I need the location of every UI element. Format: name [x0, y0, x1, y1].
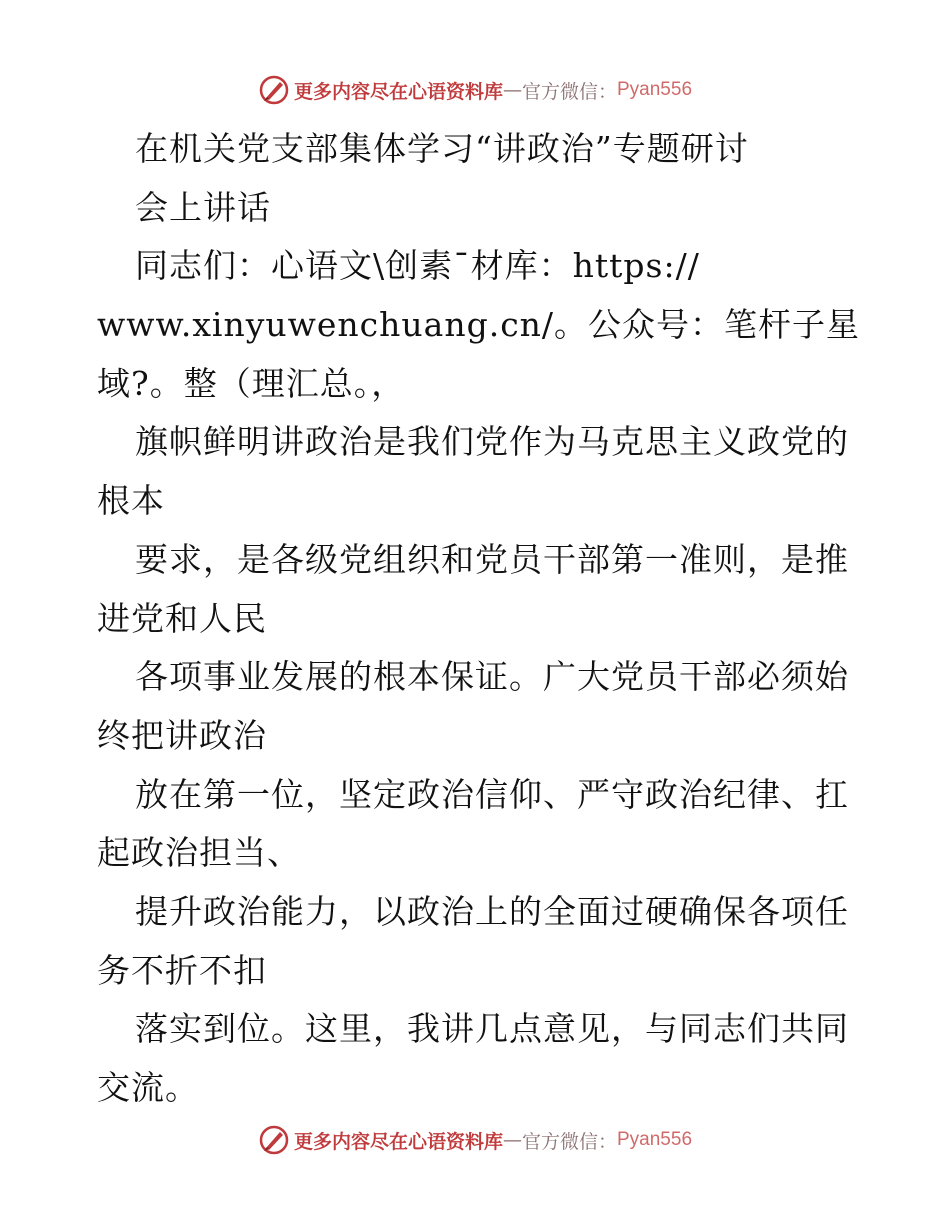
banner-separator: — — [502, 1129, 522, 1151]
banner-library-text: 更多内容尽在心语资料库 — [293, 80, 503, 103]
document-body — [97, 120, 877, 1118]
banner-wechat-id: Pyan556 — [617, 79, 693, 100]
banner-wechat-id: Pyan556 — [617, 1129, 693, 1150]
doc-line: 各项事业发展的根本保证。广大党员干部必须始 — [135, 657, 849, 697]
doc-line: 旗帜鲜明讲政治是我们党作为马克思主义政党的 — [135, 422, 849, 462]
doc-line: 务不折不扣 — [97, 950, 267, 990]
doc-line: 域?。整（理汇总。， — [97, 363, 406, 403]
doc-line: www.xinyuwenchuang.cn/。公众号：笔杆子星 — [97, 305, 861, 345]
doc-line: 放在第一位，坚定政治信仰、严守政治纪律、扛 — [135, 774, 849, 814]
banner-library-text: 更多内容尽在心语资料库 — [293, 1130, 503, 1153]
doc-title-line-2: 会上讲话 — [135, 187, 271, 227]
doc-line: 落实到位。这里，我讲几点意见，与同志们共同 — [135, 1009, 849, 1049]
banner-wechat-label: 官方微信： — [521, 1130, 617, 1153]
quill-logo-icon — [258, 1124, 290, 1156]
footer-banner — [0, 1120, 950, 1160]
quill-logo-icon — [258, 74, 290, 106]
doc-line: 要求，是各级党组织和党员干部第一准则，是推 — [135, 539, 849, 579]
doc-line: 进党和人民 — [97, 598, 267, 638]
doc-line: 根本 — [97, 481, 165, 521]
doc-title-line-1: 在机关党支部集体学习“讲政治”专题研讨 — [135, 129, 749, 168]
header-banner — [0, 70, 950, 110]
doc-line: 交流。 — [97, 1068, 199, 1107]
banner-wechat-label: 官方微信： — [521, 80, 617, 103]
doc-line: 提升政治能力，以政治上的全面过硬确保各项任 — [135, 891, 849, 931]
doc-line: 终把讲政治 — [97, 715, 267, 755]
doc-line: 同志们：心语文\创素¯材库：https:// — [135, 246, 700, 286]
banner-separator: — — [502, 79, 522, 101]
doc-line: 起政治担当、 — [97, 833, 301, 873]
